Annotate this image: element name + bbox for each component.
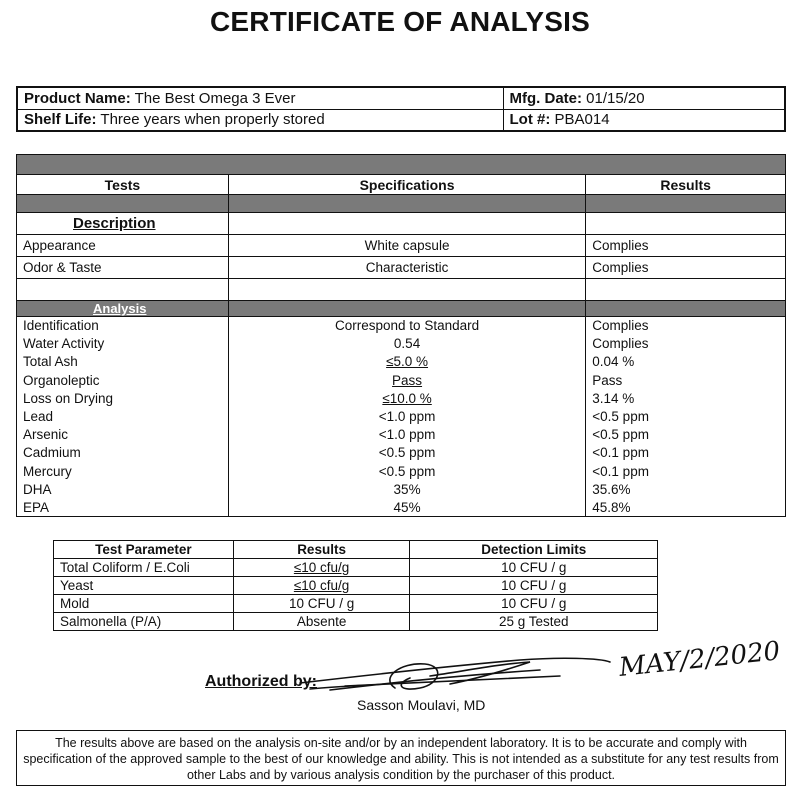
- test-name: EPA: [17, 498, 229, 516]
- test-result: <0.1 ppm: [586, 462, 786, 480]
- test-name: Appearance: [17, 235, 229, 257]
- mfg-date-value: 01/15/20: [586, 89, 645, 107]
- test-result: <0.5 ppm: [586, 407, 786, 425]
- test-result: 45.8%: [586, 498, 786, 516]
- micro-result: 10 CFU / g: [233, 595, 410, 613]
- test-spec: <1.0 ppm: [228, 407, 585, 425]
- detection-limit: 10 CFU / g: [410, 595, 658, 613]
- test-result: <0.1 ppm: [586, 444, 786, 462]
- header-detection-limits: Detection Limits: [410, 541, 658, 559]
- description-title: Description: [17, 213, 229, 235]
- header-results: Results: [586, 175, 786, 195]
- test-result: Complies: [586, 235, 786, 257]
- spec-value: Pass: [392, 372, 423, 388]
- header-specifications: Specifications: [228, 175, 585, 195]
- test-name: Total Ash: [17, 353, 229, 371]
- spec-value: ≤5.0 %: [386, 354, 429, 370]
- test-name: Mercury: [17, 462, 229, 480]
- test-name: Odor & Taste: [17, 257, 229, 279]
- header-tests: Tests: [17, 175, 229, 195]
- detection-limit: 10 CFU / g: [410, 559, 658, 577]
- test-name: Lead: [17, 407, 229, 425]
- test-spec: 35%: [228, 480, 585, 498]
- test-spec: Correspond to Standard: [228, 317, 585, 335]
- mfg-date-label: Mfg. Date:: [509, 89, 582, 107]
- test-name: DHA: [17, 480, 229, 498]
- handwritten-date: MAY/2/2020: [617, 636, 782, 683]
- result-value: ≤10 cfu/g: [293, 560, 350, 575]
- product-name-label: Product Name:: [24, 89, 131, 107]
- test-result: <0.5 ppm: [586, 426, 786, 444]
- product-name-value: The Best Omega 3 Ever: [134, 89, 296, 107]
- test-spec: 0.54: [228, 335, 585, 353]
- test-name: Cadmium: [17, 444, 229, 462]
- test-spec: 45%: [228, 498, 585, 516]
- disclaimer-footer: The results above are based on the analysis on-site and/or by an independent laboratory. It is to be accurate and comply with specification of the approved sample to the best of our knowledge and ability. This is not intended as a substitute for any test results from other Labs and by various analysis condition by the purchaser of this product.: [16, 730, 786, 786]
- test-parameter: Mold: [54, 595, 234, 613]
- signer-name: Sasson Moulavi, MD: [357, 697, 486, 713]
- header-test-parameter: Test Parameter: [54, 541, 234, 559]
- test-result: 35.6%: [586, 480, 786, 498]
- test-parameter: Yeast: [54, 577, 234, 595]
- test-name: Organoleptic: [17, 371, 229, 389]
- shelf-life-value: Three years when properly stored: [100, 111, 325, 129]
- analysis-title: Analysis: [17, 301, 229, 317]
- test-parameter: Salmonella (P/A): [54, 613, 234, 631]
- test-name: Loss on Drying: [17, 389, 229, 407]
- micro-result: Absente: [233, 613, 410, 631]
- authorized-by-label: Authorized by:: [205, 673, 317, 690]
- test-result: 0.04 %: [586, 353, 786, 371]
- detection-limit: 25 g Tested: [410, 613, 658, 631]
- test-spec: <0.5 ppm: [228, 444, 585, 462]
- test-name: Water Activity: [17, 335, 229, 353]
- test-spec: White capsule: [228, 235, 585, 257]
- test-spec: <0.5 ppm: [228, 462, 585, 480]
- test-name: Identification: [17, 317, 229, 335]
- test-result: Pass: [586, 371, 786, 389]
- test-spec: <1.0 ppm: [228, 426, 585, 444]
- test-result: Complies: [586, 335, 786, 353]
- test-result: 3.14 %: [586, 389, 786, 407]
- test-result: Complies: [586, 257, 786, 279]
- detection-limit: 10 CFU / g: [410, 577, 658, 595]
- lot-label: Lot #:: [509, 111, 551, 129]
- document-title: CERTIFICATE OF ANALYSIS: [209, 6, 591, 37]
- result-value: ≤10 cfu/g: [293, 578, 350, 593]
- test-parameter: Total Coliform / E.Coli: [54, 559, 234, 577]
- lot-value: PBA014: [554, 111, 610, 129]
- test-spec: Characteristic: [228, 257, 585, 279]
- spec-value: ≤10.0 %: [382, 390, 432, 406]
- shelf-life-label: Shelf Life:: [24, 111, 97, 129]
- test-result: Complies: [586, 317, 786, 335]
- header-results: Results: [233, 541, 410, 559]
- test-name: Arsenic: [17, 426, 229, 444]
